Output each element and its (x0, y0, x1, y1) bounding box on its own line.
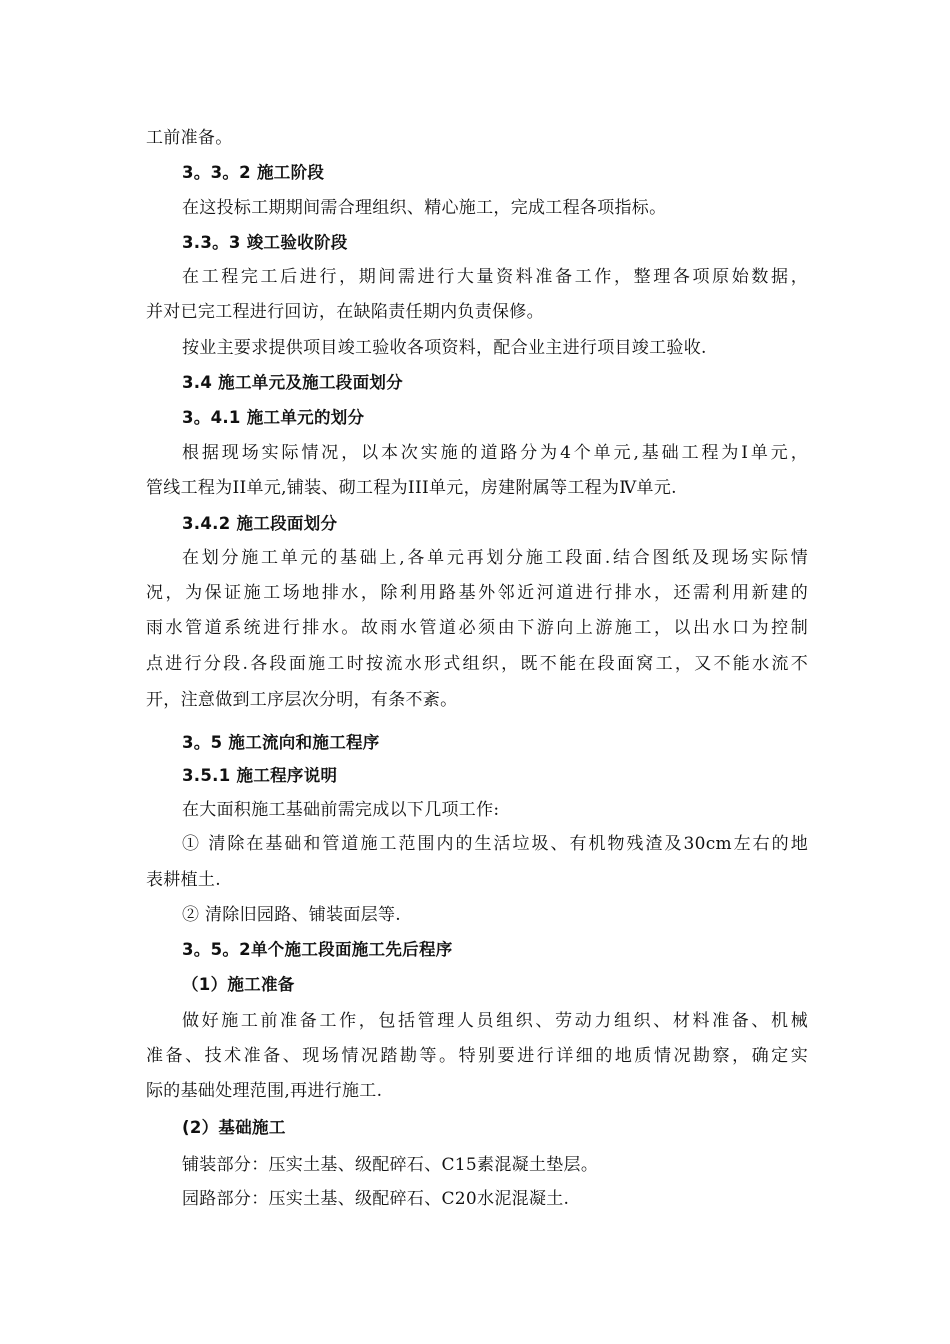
paragraph-line: 在这投标工期期间需合理组织、精心施工，完成工程各项指标。 (182, 198, 667, 218)
section-heading: 3.4.2 施工段面划分 (182, 514, 338, 533)
paragraph-line: 雨水管道系统进行排水。故雨水管道必须由下游向上游施工，以出水口为控制 (146, 618, 808, 638)
section-heading: 3。4.1 施工单元的划分 (182, 408, 365, 427)
section-heading: 3.3。3 竣工验收阶段 (182, 233, 348, 252)
section-heading: (2）基础施工 (182, 1118, 286, 1137)
paragraph-line: 际的基础处理范围,再进行施工. (146, 1081, 383, 1101)
paragraph-line: 管线工程为ΙΙ单元,铺装、砌工程为ΙΙΙ单元，房建附属等工程为Ⅳ单元. (146, 478, 677, 498)
paragraph-line: 点进行分段.各段面施工时按流水形式组织，既不能在段面窝工，又不能水流不 (146, 654, 808, 674)
section-heading: 3。3。2 施工阶段 (182, 163, 325, 182)
paragraph-line: 在大面积施工基础前需完成以下几项工作: (182, 800, 500, 820)
paragraph-line: 表耕植土. (146, 870, 221, 890)
paragraph-line: 铺装部分：压实土基、级配碎石、C15素混凝土垫层。 (182, 1155, 599, 1175)
paragraph-line: 园路部分：压实土基、级配碎石、C20水泥混凝土. (182, 1189, 570, 1209)
paragraph-line: 并对已完工程进行回访，在缺陷责任期内负责保修。 (146, 302, 544, 322)
section-heading: 3。5 施工流向和施工程序 (182, 733, 380, 752)
paragraph-line: ① 清除在基础和管道施工范围内的生活垃圾、有机物残渣及30cm左右的地 (182, 834, 808, 854)
paragraph-line: 况，为保证施工场地排水，除利用路基外邻近河道进行排水，还需利用新建的 (146, 583, 808, 603)
paragraph-line: 工前准备。 (146, 128, 233, 148)
paragraph-line: 按业主要求提供项目竣工验收各项资料，配合业主进行项目竣工验收. (182, 338, 707, 358)
section-heading: 3。5。2单个施工段面施工先后程序 (182, 940, 453, 959)
section-heading: （1）施工准备 (182, 975, 295, 994)
paragraph-line: 开，注意做到工序层次分明，有条不紊。 (146, 690, 458, 710)
paragraph-line: 在工程完工后进行，期间需进行大量资料准备工作，整理各项原始数据， (182, 267, 808, 287)
paragraph-line: 做好施工前准备工作，包括管理人员组织、劳动力组织、材料准备、机械 (182, 1011, 808, 1031)
paragraph-line: 准备、技术准备、现场情况踏勘等。特别要进行详细的地质情况勘察，确定实 (146, 1046, 808, 1066)
section-heading: 3.4 施工单元及施工段面划分 (182, 373, 403, 392)
section-heading: 3.5.1 施工程序说明 (182, 766, 338, 785)
paragraph-line: 根据现场实际情况，以本次实施的道路分为4个单元,基础工程为Ⅰ单元， (182, 443, 808, 463)
paragraph-line: 在划分施工单元的基础上,各单元再划分施工段面.结合图纸及现场实际情 (182, 548, 808, 568)
paragraph-line: ② 清除旧园路、铺装面层等. (182, 905, 402, 925)
